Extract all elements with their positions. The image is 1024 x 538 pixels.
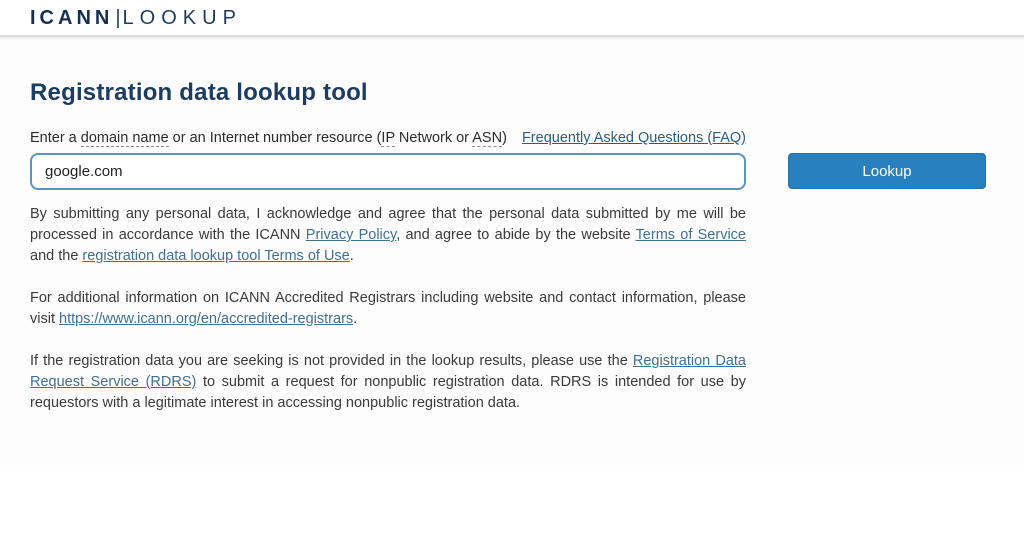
label-text: Network or — [394, 130, 473, 146]
asn-term[interactable]: ASN — [472, 130, 503, 146]
paragraph-text: If the registration data you are seeking is not provided in the lookup results, please use the — [30, 353, 633, 369]
search-row — [30, 153, 1024, 190]
ip-term[interactable]: IP — [381, 130, 395, 146]
paragraph-text: and the — [30, 248, 83, 264]
domain-search-input[interactable] — [30, 153, 746, 190]
consent-paragraph — [30, 204, 746, 267]
logo-lookup-text: LOOKUP — [122, 6, 242, 29]
registrars-paragraph — [30, 288, 746, 330]
privacy-policy-link[interactable]: Privacy Policy — [305, 227, 397, 243]
paragraph-text: . — [353, 311, 358, 327]
search-instruction-label — [30, 130, 507, 146]
label-text: or an Internet number resource ( — [168, 130, 382, 146]
faq-link[interactable]: Frequently Asked Questions (FAQ) — [521, 130, 746, 146]
terms-of-service-link[interactable]: Terms of Service — [635, 227, 746, 243]
paragraph-text: For additional information on ICANN Accredited Registrars including website and contact information, please visit — [30, 290, 746, 327]
rdrs-paragraph — [30, 351, 746, 414]
label-text: ) — [502, 130, 507, 146]
paragraph-text: to submit a request for nonpublic registration data. RDRS is intended for use by requestors with a legitimate interest in accessing nonpublic registration data. — [30, 374, 746, 411]
logo-icann-text: ICANN — [30, 6, 114, 29]
logo-separator: | — [115, 6, 121, 29]
icann-lookup-logo[interactable] — [30, 8, 242, 28]
main-content — [0, 37, 1024, 470]
terms-of-use-link[interactable]: registration data lookup tool Terms of Use — [82, 248, 350, 264]
paragraph-text: , and agree to abide by the website — [396, 227, 636, 243]
rdrs-link[interactable]: Registration Data Request Service (RDRS) — [30, 353, 746, 390]
paragraph-text: . — [349, 248, 354, 264]
header — [0, 0, 1024, 37]
page-title: Registration data lookup tool — [30, 79, 368, 106]
lookup-button[interactable]: Lookup — [788, 153, 986, 189]
paragraph-text: By submitting any personal data, I acknowledge and agree that the personal data submitted by me will be processed in accordance with the ICANN — [30, 206, 746, 243]
search-label-row — [30, 130, 746, 146]
domain-name-term[interactable]: domain name — [80, 130, 169, 146]
label-text: Enter a — [30, 130, 81, 146]
accredited-registrars-link[interactable]: https://www.icann.org/en/accredited-registrars — [59, 311, 354, 327]
